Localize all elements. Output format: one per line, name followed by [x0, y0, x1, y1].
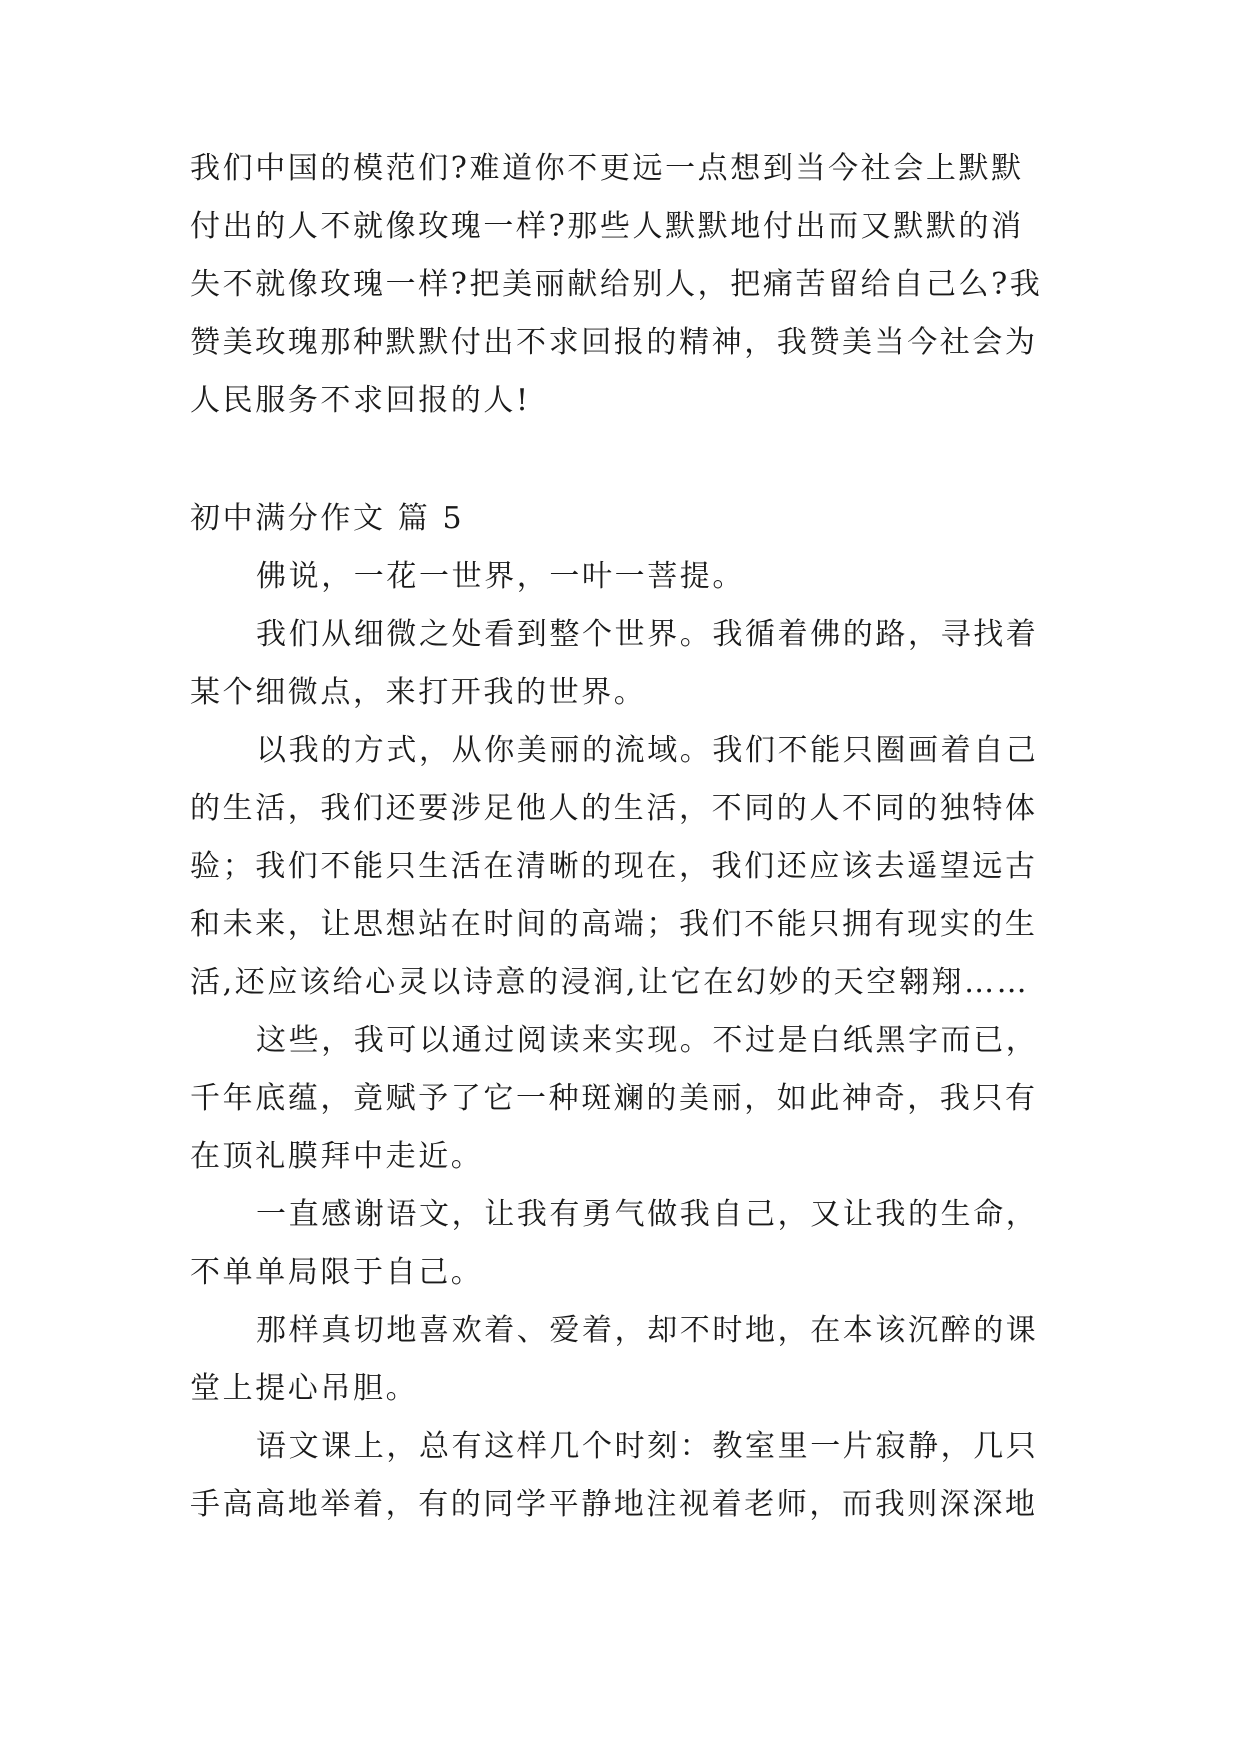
text-line: 手高高地举着，有的同学平静地注视着老师，而我则深深地 — [190, 1487, 1038, 1522]
text-line: 不单单局限于自己。 — [190, 1255, 484, 1290]
paragraph-4 — [190, 1012, 1060, 1186]
text-line: 的生活，我们还要涉足他人的生活，不同的人不同的独特体 — [190, 791, 1038, 826]
text-line: 和未来，让思想站在时间的高端；我们不能只拥有现实的生 — [190, 907, 1038, 942]
continuation-paragraph — [190, 140, 1060, 430]
text-line: 堂上提心吊胆。 — [190, 1371, 419, 1406]
text-line: 千年底蕴，竟赋予了它一种斑斓的美丽，如此神奇，我只有 — [190, 1081, 1038, 1116]
text-line: 佛说，一花一世界，一叶一菩提。 — [256, 559, 745, 594]
section-heading: 初中满分作文 篇 5 — [190, 501, 465, 536]
text-line: 一直感谢语文，让我有勇气做我自己，又让我的生命， — [256, 1197, 1039, 1232]
text-line: 我们中国的模范们?难道你不更远一点想到当今社会上默默 — [190, 151, 1024, 186]
text-line: 这些，我可以通过阅读来实现。不过是白纸黑字而已， — [256, 1023, 1039, 1058]
text-line: 赞美玫瑰那种默默付出不求回报的精神，我赞美当今社会为 — [190, 325, 1038, 360]
paragraph-2 — [190, 606, 1060, 722]
text-line: 那样真切地喜欢着、爱着，却不时地，在本该沉醉的课 — [256, 1313, 1039, 1348]
text-line: 在顶礼膜拜中走近。 — [190, 1139, 484, 1174]
text-line: 验；我们不能只生活在清晰的现在，我们还应该去遥望远古 — [190, 849, 1038, 884]
text-line: 活,还应该给心灵以诗意的浸润,让它在幻妙的天空翱翔…… — [190, 965, 1030, 1000]
document-page — [190, 140, 1060, 1534]
text-line: 人民服务不求回报的人! — [190, 383, 531, 418]
text-line: 语文课上，总有这样几个时刻：教室里一片寂静，几只 — [256, 1429, 1039, 1464]
paragraph-3 — [190, 722, 1060, 1012]
paragraph-6 — [190, 1302, 1060, 1418]
paragraph-1 — [190, 548, 1060, 606]
paragraph-7 — [190, 1418, 1060, 1534]
text-line: 失不就像玫瑰一样?把美丽献给别人，把痛苦留给自己么?我 — [190, 267, 1043, 302]
paragraph-5 — [190, 1186, 1060, 1302]
text-line: 付出的人不就像玫瑰一样?那些人默默地付出而又默默的消 — [190, 209, 1024, 244]
text-line: 以我的方式，从你美丽的流域。我们不能只圈画着自己 — [256, 733, 1039, 768]
text-line: 我们从细微之处看到整个世界。我循着佛的路，寻找着 — [256, 617, 1039, 652]
section-spacer — [190, 430, 1060, 490]
text-line: 某个细微点，来打开我的世界。 — [190, 675, 647, 710]
